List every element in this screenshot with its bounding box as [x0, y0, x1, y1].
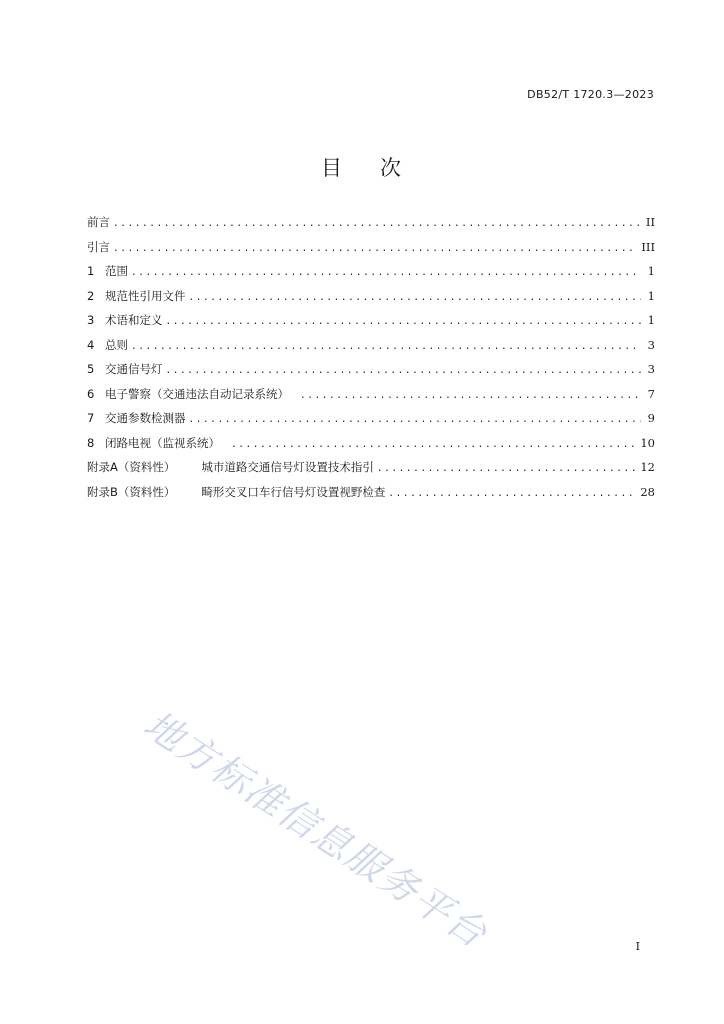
toc-entry-page: 3 [647, 362, 655, 376]
toc-leader-dots [190, 411, 642, 425]
toc-entry-appendix-a[interactable] [87, 459, 655, 484]
toc-leader-dots [132, 264, 641, 278]
toc-leader-dots [301, 387, 641, 401]
toc-entry-number: 5 [87, 362, 95, 376]
toc-leader-dots [114, 215, 641, 229]
toc-entry-label: 规范性引用文件 [105, 288, 186, 303]
toc-entry-label: 电子警察（交通违法自动记录系统） [105, 386, 289, 401]
toc-entry-number: 7 [87, 411, 95, 425]
toc-entry-foreword[interactable] [87, 214, 655, 239]
toc-entry-number: 8 [87, 435, 95, 450]
toc-appendix-prefix: 附录B（资料性） [87, 484, 176, 499]
toc-entry-page: 7 [647, 386, 655, 401]
toc-entry-label: 畸形交叉口车行信号灯设置视野检查 [201, 484, 386, 499]
toc-entry-page: 3 [647, 337, 655, 352]
toc-entry-number: 4 [87, 337, 95, 352]
page-number: I [635, 940, 640, 953]
toc-leader-dots [114, 240, 637, 254]
toc-title-part1: 目 [321, 156, 344, 180]
toc-entry-label: 范围 [105, 264, 128, 278]
document-code: DB52/T 1720.3—2023 [527, 88, 654, 101]
toc-entry-label: 术语和定义 [105, 313, 163, 327]
toc-title [0, 152, 724, 182]
toc-entry-page: 1 [647, 288, 655, 303]
toc-leader-dots [232, 436, 636, 450]
toc-entry-electronic-police[interactable] [87, 386, 655, 411]
toc-entry-label: 交通参数检测器 [105, 411, 186, 425]
toc-entry-traffic-detectors[interactable] [87, 410, 655, 435]
toc-entry-page: 10 [640, 435, 655, 450]
toc-entry-label: 总则 [105, 337, 128, 352]
toc-entry-label: 闭路电视（监视系统） [105, 435, 220, 450]
toc-leader-dots [389, 485, 636, 499]
toc-leader-dots [190, 289, 642, 303]
watermark: 地方标准信息服务平台 [136, 701, 496, 957]
toc-entry-cctv[interactable] [87, 435, 655, 460]
toc-entry-normative-references[interactable] [87, 288, 655, 313]
toc-leader-dots [167, 362, 642, 376]
toc-entry-label: 引言 [87, 239, 110, 254]
toc-entry-general[interactable] [87, 337, 655, 362]
toc-entry-label: 城市道路交通信号灯设置技术指引 [201, 460, 374, 474]
toc-list [87, 214, 655, 508]
toc-entry-page: III [641, 239, 655, 254]
toc-entry-number: 6 [87, 386, 95, 401]
toc-entry-page: 1 [647, 264, 655, 278]
toc-entry-page: 1 [647, 313, 655, 327]
toc-entry-appendix-b[interactable] [87, 484, 655, 509]
toc-leader-dots [132, 338, 641, 352]
toc-leader-dots [378, 460, 636, 474]
toc-entry-number: 3 [87, 313, 95, 327]
toc-entry-label: 交通信号灯 [105, 362, 163, 376]
toc-entry-page: 9 [647, 411, 655, 425]
toc-entry-traffic-signals[interactable] [87, 361, 655, 386]
toc-entry-number: 2 [87, 288, 95, 303]
toc-appendix-prefix: 附录A（资料性） [87, 460, 176, 474]
toc-entry-label: 前言 [87, 215, 110, 229]
toc-entry-terms-definitions[interactable] [87, 312, 655, 337]
toc-entry-page: 28 [640, 484, 655, 499]
toc-entry-number: 1 [87, 264, 95, 278]
toc-entry-page: II [645, 215, 655, 229]
toc-entry-introduction[interactable] [87, 239, 655, 264]
toc-leader-dots [167, 313, 642, 327]
toc-entry-page: 12 [640, 460, 655, 474]
toc-entry-scope[interactable] [87, 263, 655, 288]
toc-title-part2: 次 [380, 156, 403, 180]
